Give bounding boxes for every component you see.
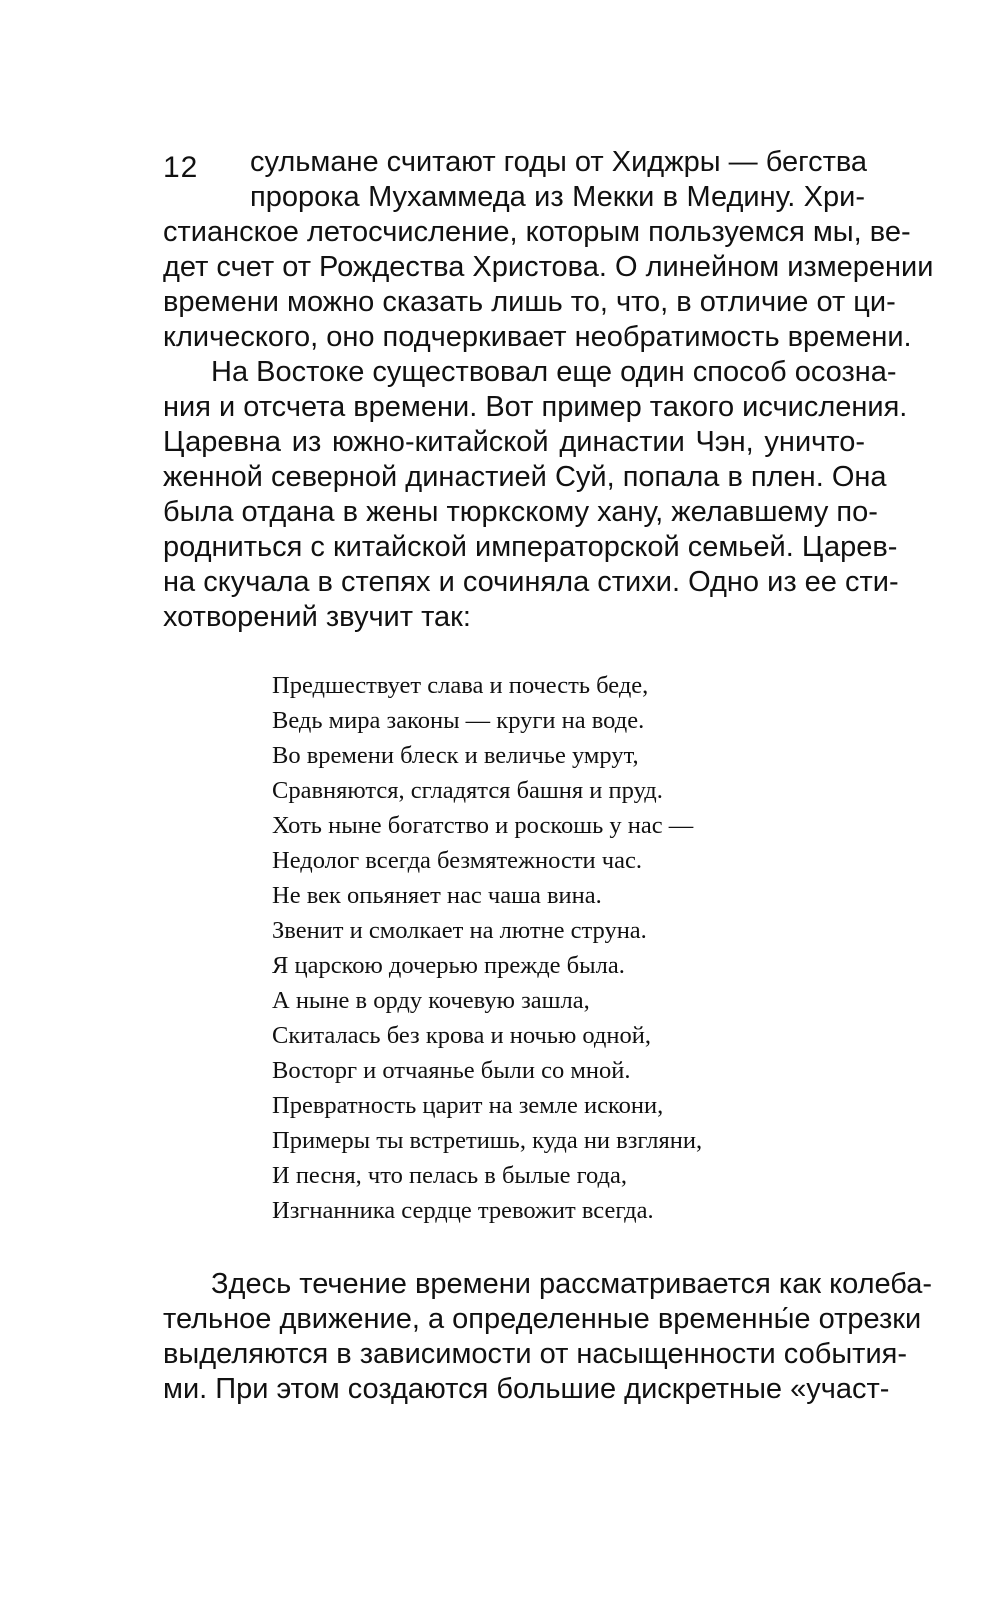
verse-line: Изгнанника сердце тревожит всегда. [272, 1197, 654, 1224]
verse-line: Примеры ты встретишь, куда ни взгляни, [272, 1127, 703, 1154]
prose-line: тельное движение, а определенные временны́е отрезки [163, 1303, 922, 1335]
prose-line: дет счет от Рождества Христова. О линейном измерении [163, 251, 934, 283]
prose-line: Здесь течение времени рассматривается как колеба- [211, 1268, 933, 1300]
prose-line: была отдана в жены тюркскому хану, желавшему по- [163, 496, 878, 528]
prose-line: родниться с китайской императорской семьей. Царев- [163, 531, 898, 563]
verse-line: Предшествует слава и почесть беде, [272, 672, 649, 699]
prose-line: стианское летосчисление, которым пользуемся мы, ве- [163, 216, 911, 248]
prose-line: на скучала в степях и сочиняла стихи. Одно из ее сти- [163, 566, 899, 598]
verse-line: А ныне в орду кочевую зашла, [272, 987, 590, 1014]
prose-line: сульмане считают годы от Хиджры — бегства [250, 146, 868, 178]
verse-line: Хоть ныне богатство и роскошь у нас — [272, 812, 694, 839]
prose-line: ния и отсчета времени. Вот пример такого исчисления. [163, 391, 908, 423]
verse-line: Недолог всегда безмятежности час. [272, 847, 642, 874]
page-number: 12 [163, 151, 199, 184]
prose-line: ми. При этом создаются большие дискретные «участ- [163, 1373, 890, 1405]
verse-line: Ведь мира законы — круги на воде. [272, 707, 645, 734]
verse-line: Восторг и отчаянье были со мной. [272, 1057, 631, 1084]
verse-line: Во времени блеск и величье умрут, [272, 742, 639, 769]
prose-line: На Востоке существовал еще один способ осозна- [211, 356, 897, 388]
prose-line: клического, оно подчеркивает необратимость времени. [163, 321, 912, 353]
prose-line: хотворений звучит так: [163, 601, 471, 633]
verse-line: Я царскою дочерью прежде была. [272, 952, 625, 979]
prose-line: времени можно сказать лишь то, что, в отличие от ци- [163, 286, 896, 318]
verse-line: Не век опьяняет нас чаша вина. [272, 882, 602, 909]
prose-line: выделяются в зависимости от насыщенности события- [163, 1338, 908, 1370]
verse-line: Скиталась без крова и ночью одной, [272, 1022, 651, 1049]
verse-line: И песня, что пелась в былые года, [272, 1162, 628, 1189]
prose-line: Царевна из южно-китайской династии Чэн, уничто- [163, 426, 865, 458]
prose-line: пророка Мухаммеда из Мекки в Медину. Хри- [250, 181, 865, 213]
verse-line: Звенит и смолкает на лютне струна. [272, 917, 647, 944]
verse-line: Сравняются, сгладятся башня и пруд. [272, 777, 663, 804]
verse-line: Превратность царит на земле искони, [272, 1092, 664, 1119]
prose-line: женной северной династией Суй, попала в плен. Она [163, 461, 887, 493]
